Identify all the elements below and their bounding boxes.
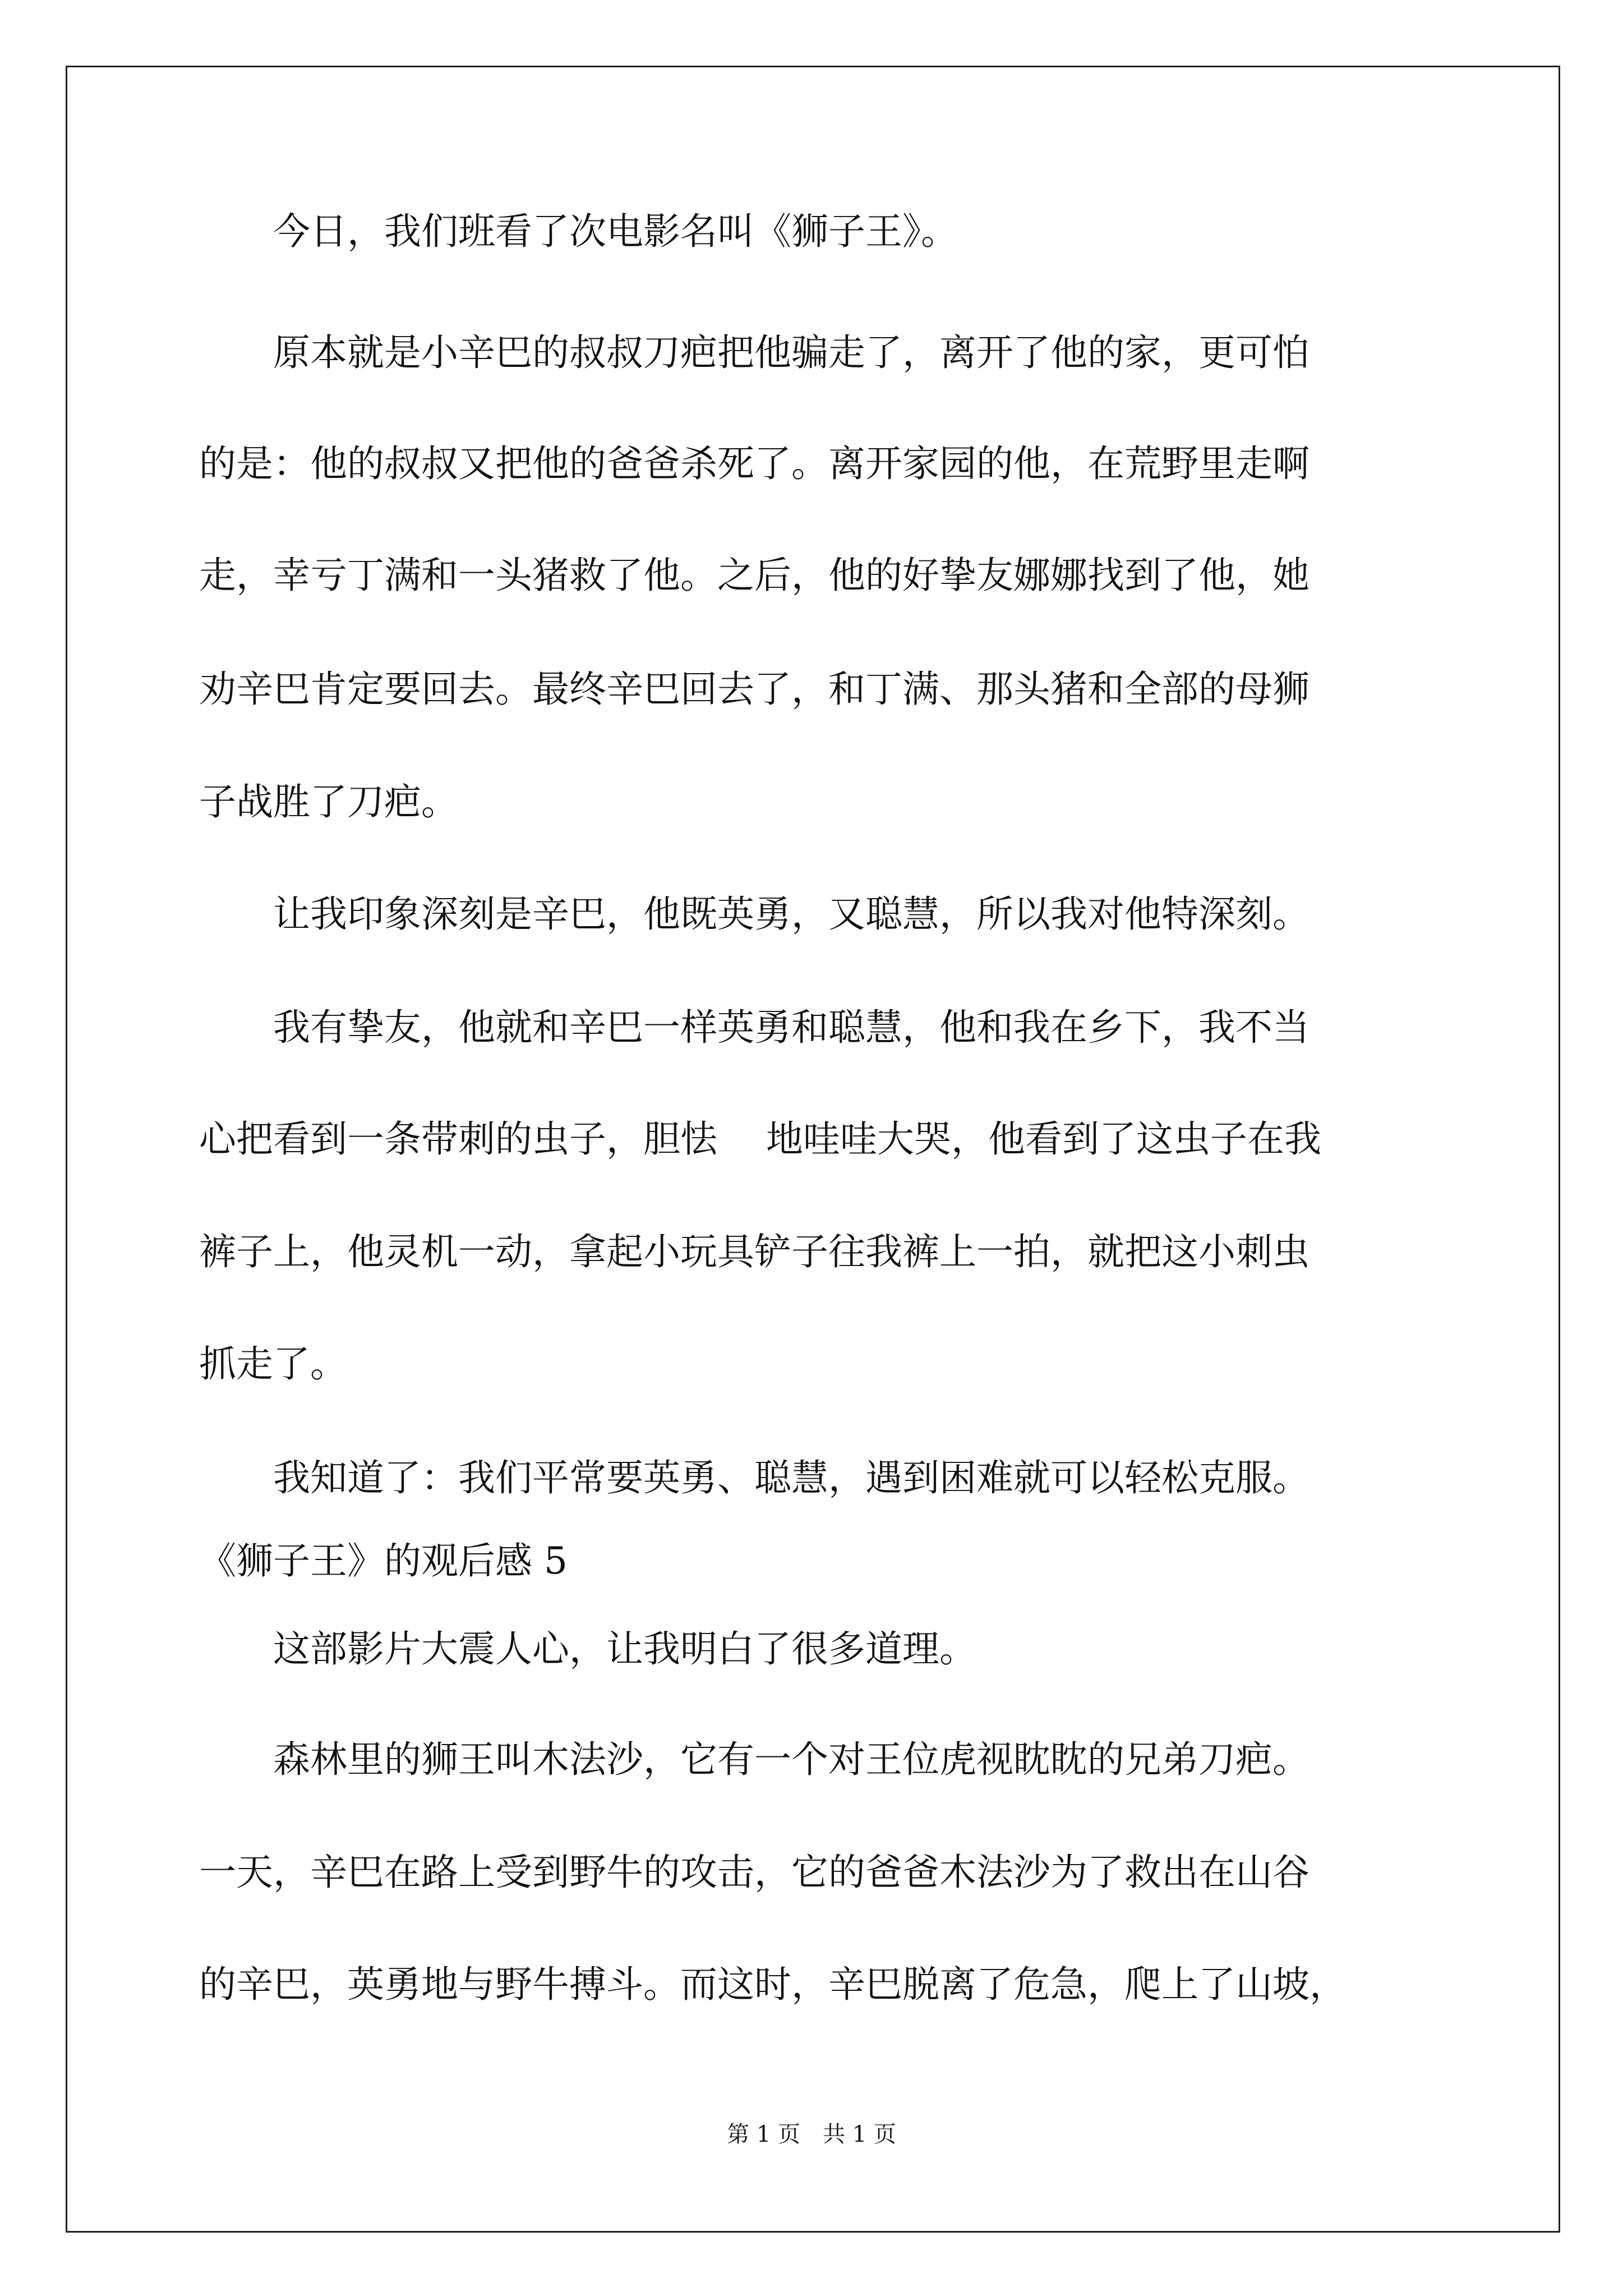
text-line: 让我印象深刻是辛巴，他既英勇，又聪慧，所以我对他特深刻。 [199,892,1310,936]
text-line: 子战胜了刀疤。 [199,780,458,823]
text-line: 我有挚友，他就和辛巴一样英勇和聪慧，他和我在乡下，我不当 [199,1006,1310,1049]
page-footer: 第 1 页 共 1 页 [727,2122,896,2147]
section-heading: 《狮子王》的观后感 5 [199,1539,568,1582]
text-line: 这部影片大震人心，让我明白了很多道理。 [199,1627,976,1671]
text-line: 今日，我们班看了次电影名叫《狮子王》。 [199,210,958,253]
text-line: 走，幸亏丁满和一头猪救了他。之后，他的好挚友娜娜找到了他，她 [199,554,1310,597]
text-line: 我知道了：我们平常要英勇、聪慧，遇到困难就可以轻松克服。 [199,1456,1310,1499]
text-line: 的是：他的叔叔又把他的爸爸杀死了。离开家园的他，在荒野里走啊 [199,442,1310,485]
text-line: 森林里的狮王叫木法沙，它有一个对王位虎视眈眈的兄弟刀疤。 [199,1738,1310,1781]
text-line: 一天，辛巴在路上受到野牛的攻击，它的爸爸木法沙为了救出在山谷 [199,1851,1310,1894]
text-line: 抓走了。 [199,1342,347,1386]
text-line: 裤子上，他灵机一动，拿起小玩具铲子往我裤上一拍，就把这小刺虫 [199,1230,1310,1273]
text-line: 的辛巴，英勇地与野牛搏斗。而这时，辛巴脱离了危急，爬上了山坡， [199,1963,1347,2006]
text-line: 心把看到一条带刺的虫子，胆怯 地哇哇大哭，他看到了这虫子在我 [199,1117,1321,1161]
text-line: 原本就是小辛巴的叔叔刀疤把他骗走了，离开了他的家，更可怕 [199,331,1310,374]
text-line: 劝辛巴肯定要回去。最终辛巴回去了，和丁满、那头猪和全部的母狮 [199,668,1310,711]
